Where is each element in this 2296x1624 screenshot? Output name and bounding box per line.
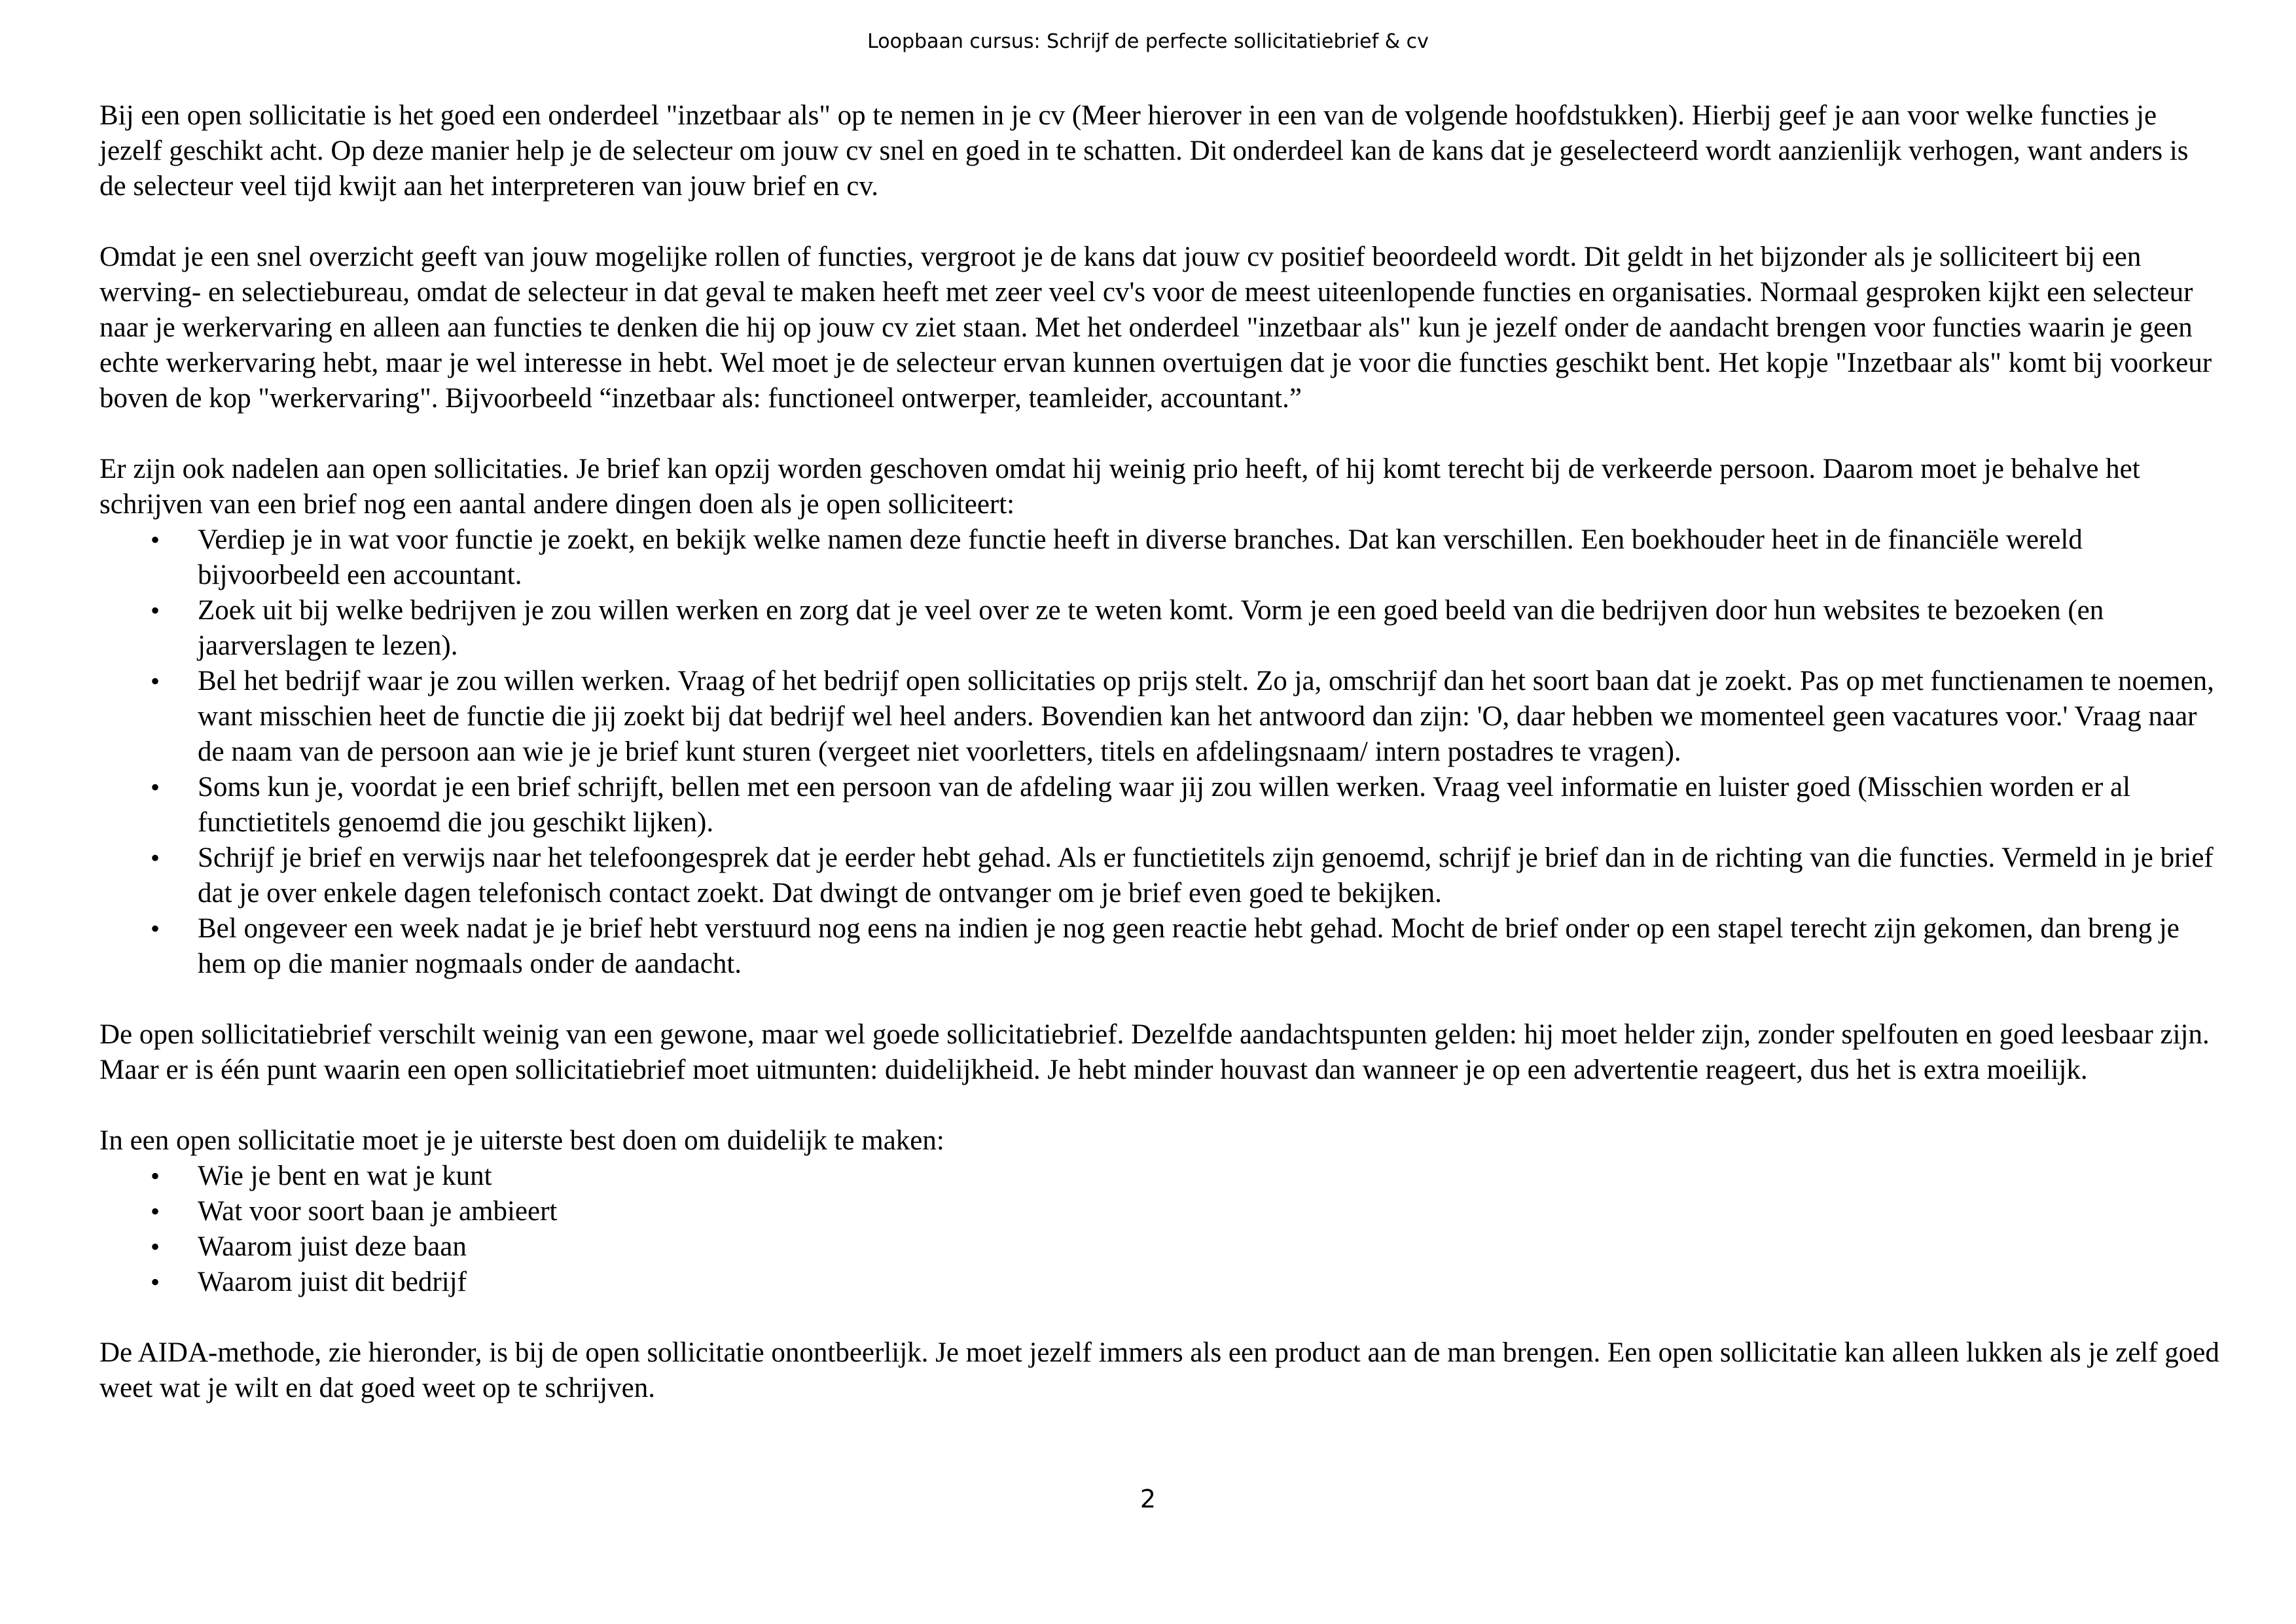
bullet-icon: •	[151, 666, 160, 696]
paragraph: Bij een open sollicitatie is het goed een onderdeel "inzetbaar als" op te nemen in je cv (Meer hierover in een van de volgende hoofdstukken). Hierbij geef je aan voor welke functies je jezelf geschikt acht. Op deze manier help je de selecteur om jouw cv snel en goed in te schatten. Dit onderdeel kan de kans dat je geselecteerd wordt aanzienlijk verhogen, want anders is de selecteur veel tijd kwijt aan het interpreteren van jouw brief en cv.	[99, 100, 2189, 202]
document-body	[99, 98, 2220, 1406]
bullet-icon: •	[151, 843, 160, 873]
list-item-text: Wie je bent en wat je kunt	[198, 1161, 492, 1191]
paragraph: De open sollicitatiebrief verschilt weinig van een gewone, maar wel goede sollicitatiebrief. Dezelfde aandachtspunten gelden: hij moet helder zijn, zonder spelfouten en goed leesbaar zijn. Maar er is één punt waarin een open sollicitatiebrief moet uitmunten: duidelijkheid. Je hebt minder houvast dan wanneer je op een advertentie reageert, dus het is extra moeilijk.	[99, 1019, 2210, 1085]
list-item	[99, 1229, 2220, 1265]
bullet-icon: •	[151, 525, 160, 554]
bullet-list-clarity	[99, 1159, 2220, 1300]
list-item	[99, 1194, 2220, 1229]
bullet-icon: •	[151, 1232, 160, 1261]
list-item-text: Bel ongeveer een week nadat je je brief hebt verstuurd nog eens na indien je nog geen reactie hebt gehad. Mocht de brief onder op een stapel terecht zijn gekomen, dan breng je hem op die manier nogmaals onder de aandacht.	[198, 913, 2179, 979]
bullet-icon: •	[151, 914, 160, 943]
list-item	[99, 840, 2220, 911]
bullet-icon: •	[151, 1197, 160, 1226]
list-item-text: Bel het bedrijf waar je zou willen werken. Vraag of het bedrijf open sollicitaties op prijs stelt. Zo ja, omschrijf dan het soort baan dat je zoekt. Pas op met functienamen te noemen, want misschien heet de functie die jij zoekt bij dat bedrijf wel heel anders. Bovendien kan het antwoord dan zijn: 'O, daar hebben we momenteel geen vacatures voor.' Vraag naar de naam van de persoon aan wie je je brief kunt sturen (vergeet niet voorletters, titels en afdelingsnaam/ intern postadres te vragen).	[198, 666, 2214, 767]
list-item-text: Waarom juist dit bedrijf	[198, 1267, 467, 1297]
bullet-icon: •	[151, 596, 160, 625]
bullet-icon: •	[151, 772, 160, 802]
list-item	[99, 664, 2220, 770]
list-item-text: Schrijf je brief en verwijs naar het telefoongesprek dat je eerder hebt gehad. Als er functietitels zijn genoemd, schrijf je brief dan in de richting van die functies. Vermeld in je brief dat je over enkele dagen telefonisch contact zoekt. Dat dwingt de ontvanger om je brief even goed te bekijken.	[198, 842, 2214, 909]
list-item-text: Zoek uit bij welke bedrijven je zou willen werken en zorg dat je veel over ze te weten komt. Vorm je een goed beeld van die bedrijven door hun websites te bezoeken (en jaarverslagen te lezen).	[198, 595, 2104, 661]
running-header: Loopbaan cursus: Schrijf de perfecte sollicitatiebrief & cv	[867, 30, 1429, 53]
page-number: 2	[1139, 1485, 1157, 1513]
paragraph: In een open sollicitatie moet je je uiterste best doen om duidelijk te maken:	[99, 1125, 944, 1156]
bullet-icon: •	[151, 1267, 160, 1297]
list-item	[99, 911, 2220, 982]
list-item	[99, 1159, 2220, 1194]
bullet-icon: •	[151, 1161, 160, 1191]
list-item-text: Wat voor soort baan je ambieert	[198, 1196, 558, 1227]
list-item	[99, 1265, 2220, 1300]
list-item	[99, 522, 2220, 593]
list-item	[99, 770, 2220, 840]
list-item-text: Soms kun je, voordat je een brief schrijft, bellen met een persoon van de afdeling waar jij zou willen werken. Vraag veel informatie en luister goed (Misschien worden er al functietitels genoemd die jou geschikt lijken).	[198, 772, 2131, 838]
paragraph: Omdat je een snel overzicht geeft van jouw mogelijke rollen of functies, vergroot je de kans dat jouw cv positief beoordeeld wordt. Dit geldt in het bijzonder als je solliciteert bij een werving- en selectiebureau, omdat de selecteur in dat geval te maken heeft met zeer veel cv's voor de meest uiteenlopende functies en organisaties. Normaal gesproken kijkt een selecteur naar je werkervaring en alleen aan functies te denken die hij op jouw cv ziet staan. Met het onderdeel "inzetbaar als" kun je jezelf onder de aandacht brengen voor functies waarin je geen echte werkervaring hebt, maar je wel interesse in hebt. Wel moet je de selecteur ervan kunnen overtuigen dat je voor die functies geschikt bent. Het kopje "Inzetbaar als" komt bij voorkeur boven de kop "werkervaring". Bijvoorbeeld “inzetbaar als: functioneel ontwerper, teamleider, accountant.”	[99, 242, 2212, 414]
bullet-list-steps	[99, 522, 2220, 982]
list-item	[99, 593, 2220, 664]
list-item-text: Verdiep je in wat voor functie je zoekt, en bekijk welke namen deze functie heeft in diverse branches. Dat kan verschillen. Een boekhouder heet in de financiële wereld bijvoorbeeld een accountant.	[198, 524, 2083, 590]
list-item-text: Waarom juist deze baan	[198, 1231, 467, 1262]
paragraph: Er zijn ook nadelen aan open sollicitaties. Je brief kan opzij worden geschoven omdat hij weinig prio heeft, of hij komt terecht bij de verkeerde persoon. Daarom moet je behalve het schrijven van een brief nog een aantal andere dingen doen als je open solliciteert:	[99, 454, 2140, 520]
paragraph: De AIDA-methode, zie hieronder, is bij de open sollicitatie onontbeerlijk. Je moet jezelf immers als een product aan de man brengen. Een open sollicitatie kan alleen lukken als je zelf goed weet wat je wilt en dat goed weet op te schrijven.	[99, 1337, 2219, 1403]
